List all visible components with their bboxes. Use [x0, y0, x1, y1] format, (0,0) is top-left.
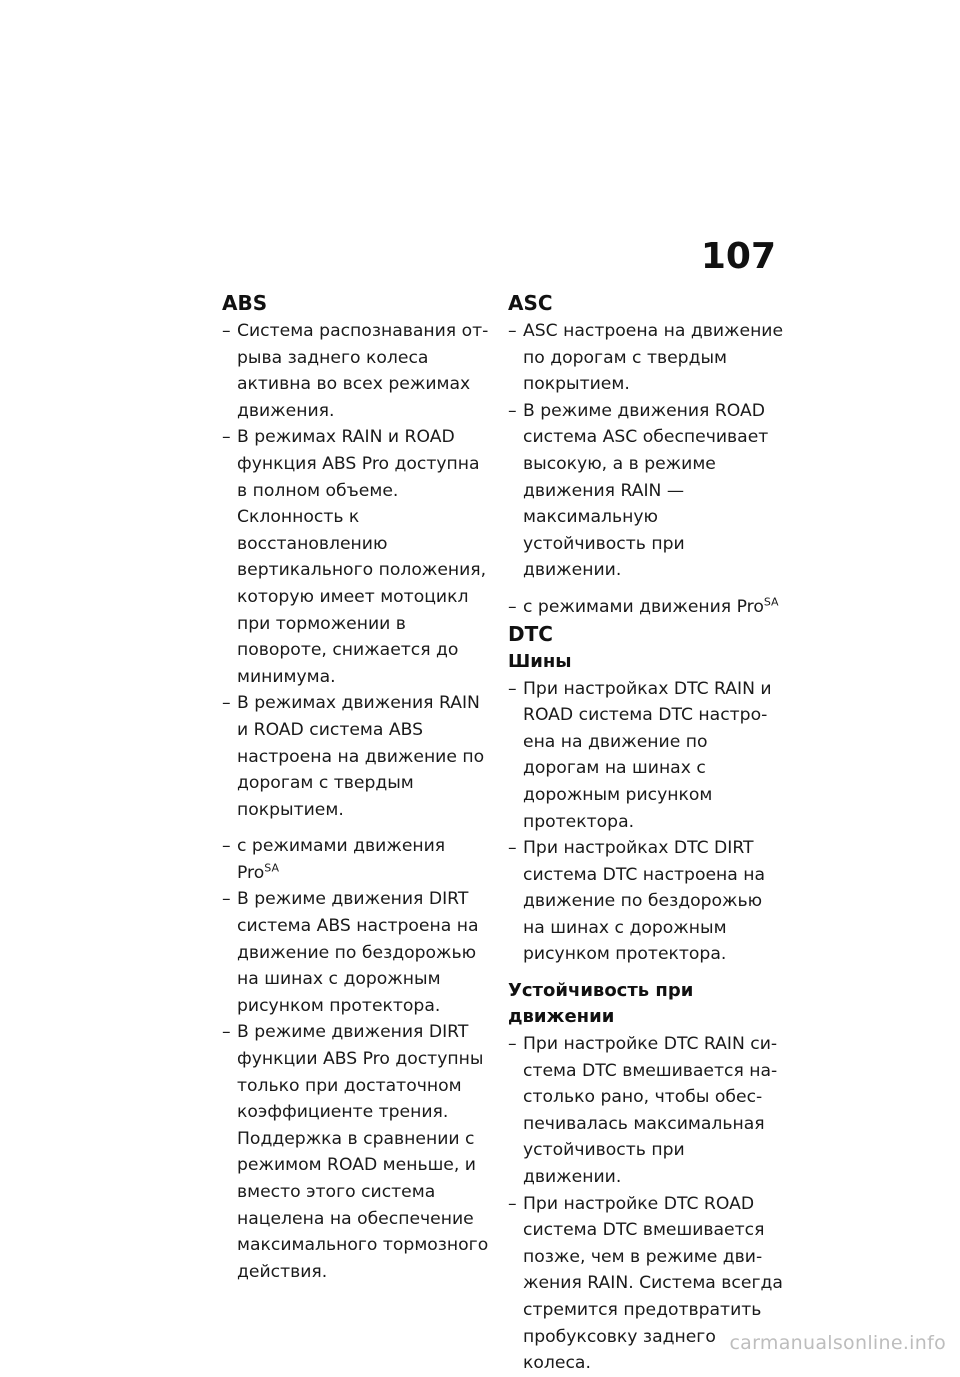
abs-heading: ABS — [222, 291, 268, 315]
list-item: – В режимах движения RAIN и ROAD система ABS настроена на движение по дорогам с твердым покрытием. — [222, 693, 485, 820]
tyres-heading: Шины — [508, 650, 572, 672]
pro-mode-text: с режимами движения Pro — [523, 596, 764, 617]
right-column — [508, 290, 786, 1377]
list-item-text: ASC настроена на движение по дорогам с твердым покрытием. — [523, 321, 784, 395]
list-item: – ASC настроена на движение по дорогам с твердым покрытием. — [508, 321, 784, 395]
pro-mode-label: – с режимами движения Pro$^{SA}$ — [222, 836, 446, 883]
list-item-text: Система распознавания отрыва заднего колеса активна во всех режимах движения. — [237, 321, 489, 421]
list-item: – При настройке DTC RAIN система DTC вмешивается настолько рано, чтобы обеспечивалась максимальная устойчивость при движении. — [508, 1034, 778, 1188]
dtc-heading: DTC — [508, 621, 553, 646]
list-item: – При настройках DTC DIRT система DTC настроена на движение по бездорожью на шинах с дорожным рисунком протектора. — [508, 838, 766, 965]
left-column — [222, 290, 490, 1285]
list-item-text: В режиме движения DIRT функции ABS Pro доступны только при достаточном коэффициенте трения. Поддержка в сравнении с режимом ROAD меньше, и вместо этого система нацелена на обеспечение максимального тормозного действия. — [237, 1022, 489, 1282]
tyres-list — [508, 676, 786, 969]
abs-list — [222, 318, 490, 1285]
list-item: – При настройках DTC RAIN и ROAD система DTC настроена на движение по дорогам на шинах с дорожным рисунком протектора. — [508, 678, 772, 832]
watermark: carmanualsonline.info — [729, 1332, 946, 1354]
pro-mode-text: с режимами движения Pro — [237, 836, 446, 883]
optional-equipment-mark: SA — [763, 595, 779, 609]
list-item: – В режиме движения ROAD система ASC обеспечивает высокую, а в режиме движения RAIN — максимальную устойчивость при движении. — [508, 400, 769, 581]
optional-equipment-mark: SA — [264, 861, 279, 875]
list-item-text: В режиме движения DIRT система ABS настроена на движение по бездорожью на шинах с дорожным рисунком протектора. — [237, 889, 479, 1016]
list-item: – В режиме движения DIRT функции ABS Pro доступны только при достаточном коэффициенте трения. Поддержка в сравнении с режимом ROAD меньше, и вместо этого система нацелена на обеспечение максимального тормозного действия. — [222, 1022, 489, 1282]
list-item: – При настройке DTC ROAD система DTC вмешивается позже, чем в режиме движения RAIN. Система всегда стремится предотвратить пробуксовку заднего колеса. — [508, 1193, 783, 1374]
list-item-text: В режимах RAIN и ROAD функция ABS Pro доступна в полном объеме. Склонность к восстановлению вертикального положения, которую имеет мотоцикл при торможении в повороте, снижается до минимума. — [237, 427, 487, 687]
list-item-text: При настройках DTC DIRT система DTC настроена на движение по бездорожью на шинах с дорожным рисунком протектора. — [523, 838, 766, 965]
asc-heading: ASC — [508, 291, 553, 315]
list-item: – В режиме движения DIRT система ABS настроена на движение по бездорожью на шинах с дорожным рисунком протектора. — [222, 889, 479, 1016]
stability-list — [508, 1031, 786, 1377]
list-item: – В режимах RAIN и ROAD функция ABS Pro доступна в полном объеме. Склонность к восстановлению вертикального положения, которую имеет мотоцикл при торможении в повороте, снижается до минимума. — [222, 427, 487, 687]
stability-heading: Устойчивость при движении — [508, 980, 694, 1028]
list-item-text: При настройке DTC RAIN система DTC вмешивается настолько рано, чтобы обеспечивалась максимальная устойчивость при движении. — [523, 1034, 778, 1188]
list-item-text: В режиме движения ROAD система ASC обеспечивает высокую, а в режиме движения RAIN — максимальную устойчивость при движении. — [523, 400, 769, 581]
list-item-text: При настройках DTC RAIN и ROAD система DTC настроена на движение по дорогам на шинах с дорожным рисунком протектора. — [523, 678, 772, 832]
list-item: – Система распознавания отрыва заднего колеса активна во всех режимах движения. — [222, 321, 489, 421]
page-number: 107 — [700, 236, 776, 277]
list-item-text: В режимах движения RAIN и ROAD система ABS настроена на движение по дорогам с твердым покрытием. — [237, 693, 485, 820]
asc-list — [508, 318, 786, 621]
list-item-text: При настройке DTC ROAD система DTC вмешивается позже, чем в режиме движения RAIN. Система всегда стремится предотвратить пробуксовку заднего колеса. — [523, 1193, 783, 1374]
pro-mode-label: – с режимами движения Pro$^{SA}$ — [508, 595, 779, 617]
